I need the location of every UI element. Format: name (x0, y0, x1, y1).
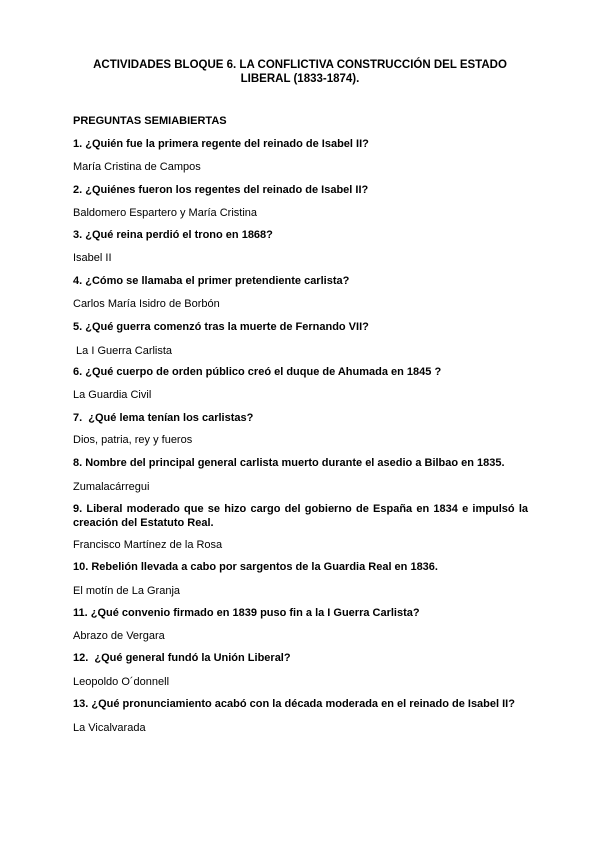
answer: La Guardia Civil (73, 389, 152, 401)
qa-item-7 (73, 411, 528, 446)
answer: La Vicalvarada (73, 722, 146, 734)
question: 9. Liberal moderado que se hizo cargo del gobierno de España en 1834 e impulsó la creación del Estatuto Real. (73, 503, 528, 529)
question: 4. ¿Cómo se llamaba el primer pretendiente carlista? (73, 275, 350, 287)
question: 12. ¿Qué general fundó la Unión Liberal? (73, 652, 291, 664)
answer: Dios, patria, rey y fueros (73, 434, 193, 446)
qa-item-6 (73, 365, 528, 401)
answer: Isabel II (73, 252, 112, 264)
qa-item-8 (73, 456, 528, 493)
question: 5. ¿Qué guerra comenzó tras la muerte de Fernando VII? (73, 321, 369, 333)
answer: Leopoldo O´donnell (73, 676, 170, 688)
question: 7. ¿Qué lema tenían los carlistas? (73, 412, 254, 424)
question: 13. ¿Qué pronunciamiento acabó con la década moderada en el reinado de Isabel II? (73, 698, 515, 710)
question: 10. Rebelión llevada a cabo por sargentos de la Guardia Real en 1836. (73, 561, 438, 573)
qa-item-5 (73, 320, 528, 357)
qa-item-1 (73, 137, 528, 173)
question: 3. ¿Qué reina perdió el trono en 1868? (73, 229, 273, 241)
section-heading: PREGUNTAS SEMIABIERTAS (73, 115, 227, 127)
answer: Francisco Martínez de la Rosa (73, 539, 223, 551)
qa-item-11 (73, 606, 528, 642)
question: 8. Nombre del principal general carlista muerto durante el asedio a Bilbao en 1835. (73, 457, 505, 469)
answer: Zumalacárregui (73, 481, 150, 493)
answer: El motín de La Granja (73, 585, 181, 597)
qa-item-2 (73, 183, 528, 219)
qa-item-13 (73, 697, 528, 734)
qa-item-9 (73, 502, 528, 551)
qa-item-12 (73, 651, 528, 688)
question: 11. ¿Qué convenio firmado en 1839 puso fin a la I Guerra Carlista? (73, 607, 420, 619)
answer: La I Guerra Carlista (73, 345, 173, 357)
answer: Carlos María Isidro de Borbón (73, 298, 220, 310)
question: 6. ¿Qué cuerpo de orden público creó el duque de Ahumada en 1845 ? (73, 366, 442, 378)
answer: María Cristina de Campos (73, 161, 201, 173)
qa-item-4 (73, 274, 528, 310)
answer: Baldomero Espartero y María Cristina (73, 207, 258, 219)
qa-item-10 (73, 560, 528, 597)
answer: Abrazo de Vergara (73, 630, 165, 642)
question: 1. ¿Quién fue la primera regente del reinado de Isabel II? (73, 138, 369, 150)
document-title: ACTIVIDADES BLOQUE 6. LA CONFLICTIVA CONSTRUCCIÓN DEL ESTADO LIBERAL (1833-1874). (93, 59, 507, 85)
question: 2. ¿Quiénes fueron los regentes del reinado de Isabel II? (73, 184, 369, 196)
qa-item-3 (73, 228, 528, 264)
